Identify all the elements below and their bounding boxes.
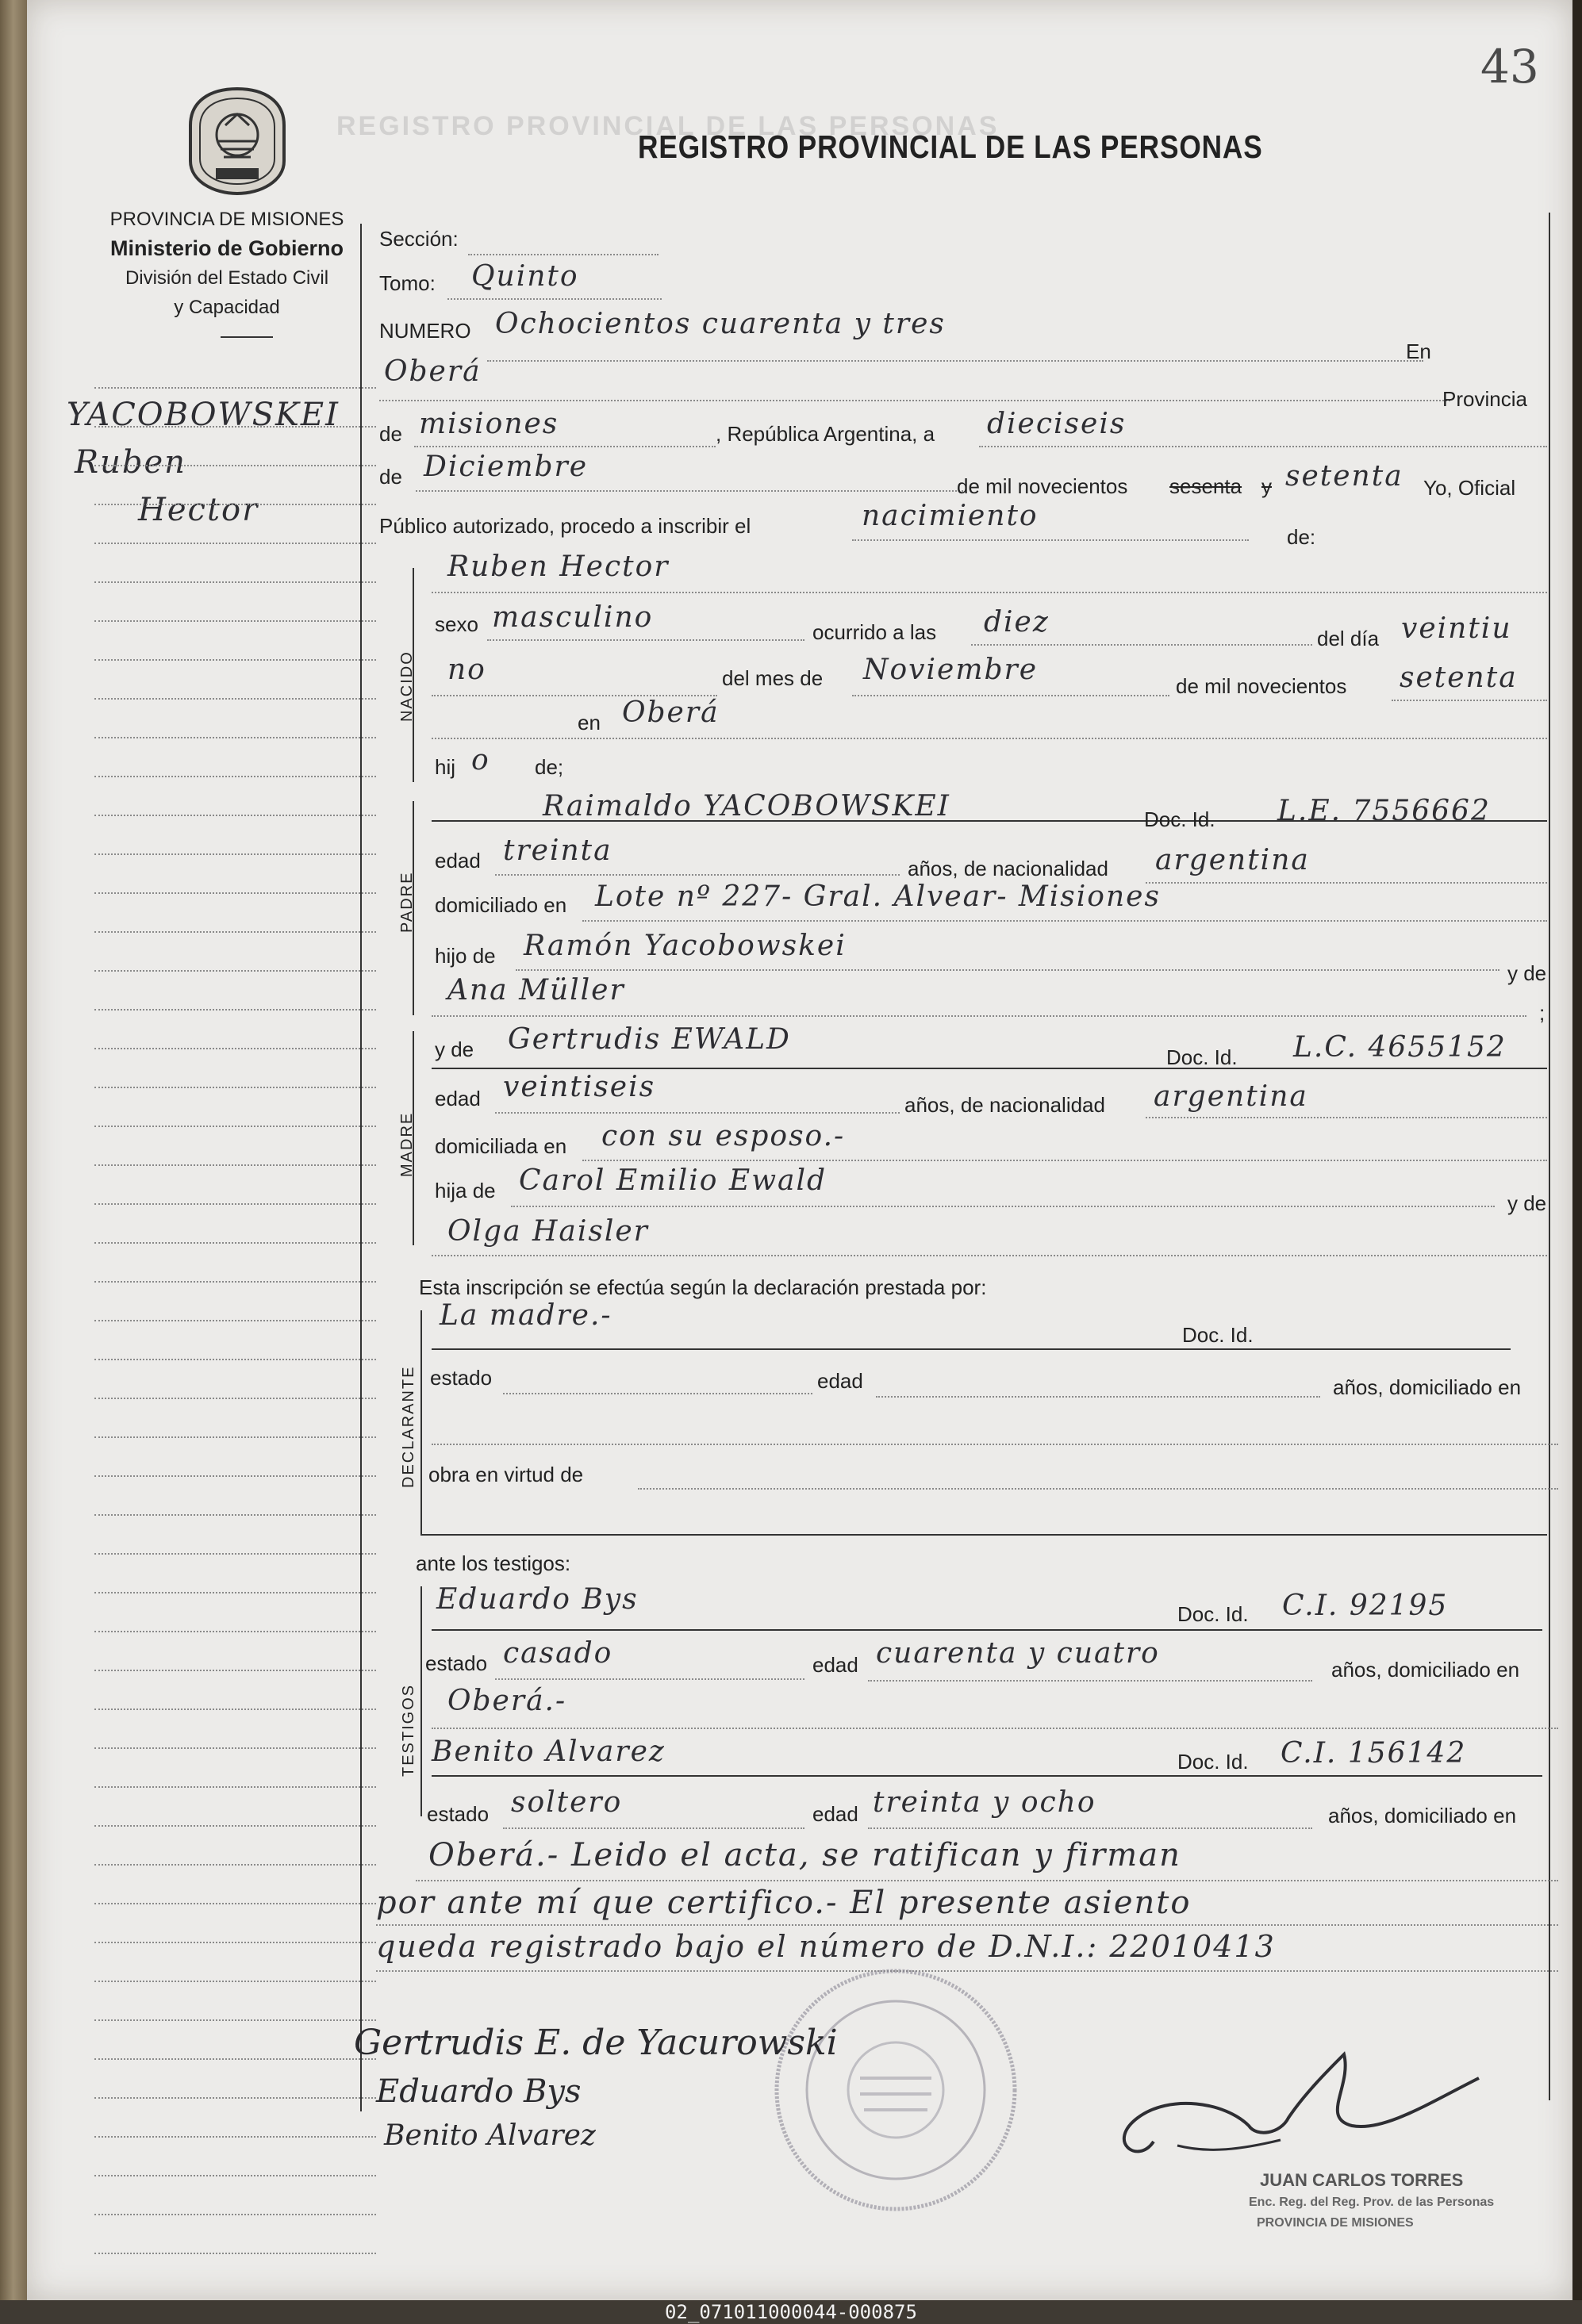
tomo-line xyxy=(447,298,662,300)
margin-line xyxy=(94,1009,376,1011)
padre-edad-line xyxy=(495,874,900,876)
margin-line xyxy=(94,1864,376,1866)
margin-line xyxy=(94,543,376,544)
madre-nacionalidad-label: años, de nacionalidad xyxy=(904,1093,1105,1117)
nacido-mes-line xyxy=(852,695,1169,696)
margin-line xyxy=(94,853,376,855)
closing-line-rule-2 xyxy=(376,1924,1558,1926)
margin-line xyxy=(94,2097,376,2099)
padre-domicilio-line xyxy=(582,920,1547,922)
testigo2-edad-label: edad xyxy=(812,1802,858,1826)
declarante-bottom-rule xyxy=(420,1534,1547,1536)
declarante-domicilio-label: años, domiciliado en xyxy=(1333,1375,1522,1399)
declarante-intro-label: Esta inscripción se efectúa según la declaración prestada por: xyxy=(419,1275,987,1299)
mes-line xyxy=(416,490,963,492)
margin-second-name: Hector xyxy=(138,492,259,528)
padre-side-label: PADRE xyxy=(398,871,416,933)
madre-nacionalidad-value: argentina xyxy=(1154,1080,1308,1113)
lugar-line xyxy=(379,400,1450,401)
margin-line xyxy=(94,1670,376,1671)
madre-nacionalidad-line xyxy=(1146,1117,1547,1118)
padre-semicolon: ; xyxy=(1539,1001,1546,1025)
de2-label: de xyxy=(379,465,402,489)
testigo2-edad-line xyxy=(868,1827,1312,1829)
nacido-en-label: en xyxy=(578,711,601,734)
nacido-mil-label: de mil novecientos xyxy=(1176,674,1347,698)
tomo-value: Quinto xyxy=(471,260,579,293)
testigo2-domicilio-label: años, domiciliado en xyxy=(1328,1804,1517,1827)
margin-line xyxy=(94,892,376,894)
de3-label: de: xyxy=(1287,525,1316,549)
publico-label: Público autorizado, procedo a inscribir el xyxy=(379,514,751,538)
dia-value: dieciseis xyxy=(987,408,1127,440)
anio-value: setenta xyxy=(1285,460,1403,493)
padre-madre-de-value: Ana Müller xyxy=(447,974,625,1007)
padre-padre-de-value: Ramón Yacobowskei xyxy=(524,930,847,962)
madre-hija-de-label: hija de xyxy=(435,1179,496,1202)
dia-line xyxy=(979,446,1547,447)
ministry-capacity: y Capacidad xyxy=(174,297,280,318)
margin-line xyxy=(94,2253,376,2254)
nacido-lugar-line xyxy=(432,738,1547,739)
madre-side-label: MADRE xyxy=(398,1111,416,1177)
testigo2-estado-label: estado xyxy=(427,1802,490,1826)
document-title: REGISTRO PROVINCIAL DE LAS PERSONAS xyxy=(638,128,1263,165)
declarante-docid-label: Doc. Id. xyxy=(1182,1323,1254,1347)
yo-oficial-label: Yo, Oficial xyxy=(1423,476,1516,500)
numero-value: Ochocientos cuarenta y tres xyxy=(495,308,946,340)
del-dia-label: del día xyxy=(1317,627,1380,650)
margin-line xyxy=(94,776,376,777)
testigo1-estado-value: casado xyxy=(503,1637,613,1670)
republica-label: , República Argentina, a xyxy=(716,422,935,446)
signature-witness-1: Eduardo Bys xyxy=(376,2073,582,2110)
margin-line xyxy=(94,1903,376,1904)
official-province: PROVINCIA DE MISIONES xyxy=(1257,2216,1414,2230)
testigo1-top-rule xyxy=(432,1629,1542,1631)
margin-first-name: Ruben xyxy=(75,444,186,481)
signature-mother: Gertrudis E. de Yacurowski xyxy=(354,2023,838,2063)
acto-line xyxy=(852,539,1249,541)
signature-witness-2: Benito Alvarez xyxy=(384,2119,596,2152)
nacido-side-label: NACIDO xyxy=(398,650,416,722)
testigo2-edad-value: treinta y ocho xyxy=(873,1786,1096,1819)
testigo2-top-rule xyxy=(432,1775,1542,1777)
margin-line xyxy=(94,581,376,583)
madre-madre-de-value: Olga Haisler xyxy=(447,1215,649,1248)
declarante-estado-label: estado xyxy=(430,1366,493,1390)
tomo-label: Tomo: xyxy=(379,271,436,295)
closing-text-line-1: por ante mí que certifico.- El presente asiento xyxy=(376,1885,1192,1921)
margin-line xyxy=(94,659,376,661)
nacido-anio-line xyxy=(1392,700,1547,701)
margin-line xyxy=(94,1087,376,1088)
closing-line-rule-1 xyxy=(416,1880,1558,1881)
frame-left-border xyxy=(360,224,362,2111)
numero-line xyxy=(487,360,1423,362)
padre-edad-value: treinta xyxy=(503,834,612,867)
nacido-mes-value: Noviembre xyxy=(863,654,1039,686)
image-id-footer: 02_071011000044-000875 xyxy=(0,2300,1582,2324)
margin-line xyxy=(94,426,376,428)
declarante-top-rule xyxy=(432,1348,1511,1350)
bleed-through-title: REGISTRO PROVINCIAL DE LAS PERSONAS xyxy=(336,111,1000,141)
margin-line xyxy=(94,1825,376,1827)
madre-docid-value: L.C. 4655152 xyxy=(1293,1031,1507,1064)
padre-docid-label: Doc. Id. xyxy=(1144,807,1215,831)
closing-text-line-2: queda registrado bajo el número de D.N.I.: 22010413 xyxy=(376,1929,1276,1964)
margin-line xyxy=(94,1436,376,1438)
nacido-anio-value: setenta xyxy=(1400,662,1518,694)
hijo-label-a: hij xyxy=(435,755,456,779)
margin-line xyxy=(94,1359,376,1360)
testigo1-edad-value: cuarenta y cuatro xyxy=(876,1637,1160,1670)
margin-line xyxy=(94,1126,376,1127)
margin-line xyxy=(94,1475,376,1477)
margin-line xyxy=(94,2214,376,2215)
testigo1-edad-label: edad xyxy=(812,1653,858,1677)
testigo2-docid-value: C.I. 156142 xyxy=(1281,1737,1467,1770)
seccion-label: Sección: xyxy=(379,227,459,251)
testigos-side-label: TESTIGOS xyxy=(400,1683,417,1777)
ministry-block xyxy=(68,205,386,322)
margin-line xyxy=(94,1242,376,1244)
madre-padre-de-value: Carol Emilio Ewald xyxy=(519,1164,827,1197)
y-struck: y xyxy=(1261,474,1272,498)
padre-nacionalidad-line xyxy=(1146,882,1547,884)
declarante-section-border xyxy=(420,1310,422,1534)
declarante-edad-label: edad xyxy=(817,1369,863,1393)
testigo2-domicilio-value: Oberá.- Leido el acta, se ratifican y firman xyxy=(428,1837,1181,1873)
provincia-value: misiones xyxy=(419,408,559,440)
margin-line xyxy=(94,1631,376,1632)
margin-line xyxy=(94,970,376,972)
margin-line xyxy=(94,1708,376,1710)
margin-line xyxy=(94,387,376,389)
madre-edad-label: edad xyxy=(435,1087,481,1110)
obra-line xyxy=(638,1488,1558,1490)
sexo-value: masculino xyxy=(492,601,654,634)
testigos-section-border xyxy=(420,1586,422,1816)
obra-label: obra en virtud de xyxy=(428,1463,584,1486)
sexo-label: sexo xyxy=(435,612,478,636)
page-number: 43 xyxy=(1480,40,1539,94)
nacido-lugar-value: Oberá xyxy=(622,696,720,729)
official-signature-icon xyxy=(1090,2038,1503,2181)
testigo2-nombre: Benito Alvarez xyxy=(432,1735,666,1768)
provincia-line xyxy=(414,446,716,447)
nacido-nombre-value: Ruben Hector xyxy=(447,550,670,583)
testigo1-nombre: Eduardo Bys xyxy=(436,1583,639,1616)
margin-line xyxy=(94,2136,376,2138)
hora-value: diez xyxy=(984,606,1050,639)
madre-top-rule xyxy=(432,1068,1547,1069)
testigo1-edad-line xyxy=(868,1680,1312,1682)
en-label: En xyxy=(1406,339,1431,363)
lugar-value: Oberá xyxy=(384,355,482,388)
testigo1-domicilio-value: Oberá.- xyxy=(447,1685,567,1717)
register-page xyxy=(27,0,1572,2300)
margin-line xyxy=(94,2058,376,2060)
hijo-value: o xyxy=(471,744,490,777)
margin-line xyxy=(94,1281,376,1283)
testigo1-domicilio-line xyxy=(432,1728,1558,1729)
declarante-edad-line xyxy=(876,1396,1320,1398)
margin-line xyxy=(94,737,376,738)
margin-line xyxy=(94,1942,376,1943)
registry-stamp-icon xyxy=(765,1959,1027,2221)
margin-line xyxy=(94,1981,376,1982)
numero-label: NUMERO xyxy=(379,319,471,343)
testigo1-estado-label: estado xyxy=(425,1651,488,1675)
margin-line xyxy=(94,620,376,622)
book-binding xyxy=(0,0,27,2324)
margin-line xyxy=(94,1553,376,1555)
margin-line xyxy=(94,1592,376,1593)
margin-line xyxy=(94,1203,376,1205)
testigo2-estado-value: soltero xyxy=(511,1786,623,1819)
testigo1-estado-line xyxy=(495,1678,804,1680)
madre-madre-de-line xyxy=(432,1255,1547,1256)
madre-domicilio-label: domiciliada en xyxy=(435,1134,567,1158)
margin-line xyxy=(94,1164,376,1166)
madre-y-de-label: y de xyxy=(435,1037,474,1061)
dia-value-a: veintiu xyxy=(1401,612,1512,645)
dia-value-b: no xyxy=(447,654,486,686)
declarante-side-label: DECLARANTE xyxy=(400,1365,417,1488)
declarante-nombre-value: La madre.- xyxy=(440,1299,612,1332)
padre-padre-de-line xyxy=(516,969,1499,971)
margin-line xyxy=(94,1320,376,1321)
padre-nombre-value: Raimaldo YACOBOWSKEI xyxy=(543,790,950,823)
padre-nacionalidad-value: argentina xyxy=(1155,844,1310,876)
margin-line xyxy=(94,815,376,816)
testigos-intro-label: ante los testigos: xyxy=(416,1551,571,1575)
margin-line xyxy=(94,1786,376,1788)
madre-edad-value: veintiseis xyxy=(503,1071,656,1103)
margin-line xyxy=(94,2175,376,2176)
testigo1-docid-value: C.I. 92195 xyxy=(1282,1590,1449,1622)
ministry-province: PROVINCIA DE MISIONES xyxy=(109,209,344,230)
margin-line xyxy=(94,1747,376,1749)
testigo1-docid-label: Doc. Id. xyxy=(1177,1602,1249,1626)
del-mes-label: del mes de xyxy=(722,666,824,690)
madre-nombre-value: Gertrudis EWALD xyxy=(508,1023,791,1056)
nacido-nombre-line xyxy=(432,592,1547,593)
padre-y-de-label: y de xyxy=(1507,961,1547,985)
declarante-estado-line xyxy=(503,1393,812,1394)
sexo-line xyxy=(487,639,804,641)
padre-hijo-de-label: hijo de xyxy=(435,944,496,968)
acto-value: nacimiento xyxy=(862,500,1039,532)
ministry-rule xyxy=(221,336,273,338)
testigo2-estado-line xyxy=(503,1827,804,1829)
margin-surname: YACOBOWSKEI xyxy=(67,397,340,433)
ministry-division: División del Estado Civil xyxy=(125,267,329,289)
provincia-label: Provincia xyxy=(1442,387,1527,411)
mil-label: de mil novecientos xyxy=(957,474,1128,498)
padre-docid-value: L.E. 7556662 xyxy=(1277,795,1491,827)
provincial-seal-icon xyxy=(186,86,289,197)
madre-y-de2-label: y de xyxy=(1507,1191,1547,1215)
madre-domicilio-line xyxy=(582,1160,1547,1161)
official-title: Enc. Reg. del Reg. Prov. de las Personas xyxy=(1249,2196,1495,2209)
testigo1-domicilio-label: años, domiciliado en xyxy=(1331,1658,1520,1682)
seccion-line xyxy=(468,254,659,255)
margin-line xyxy=(94,1514,376,1516)
hora-line xyxy=(971,644,1312,646)
madre-domicilio-value: con su esposo.- xyxy=(601,1120,846,1152)
madre-padre-de-line xyxy=(511,1206,1495,1207)
padre-domicilio-label: domiciliado en xyxy=(435,893,567,917)
official-name: JUAN CARLOS TORRES xyxy=(1260,2170,1464,2190)
padre-edad-label: edad xyxy=(435,849,481,872)
ocurrido-label: ocurrido a las xyxy=(812,620,937,644)
padre-nacionalidad-label: años, de nacionalidad xyxy=(908,857,1108,880)
margin-line xyxy=(94,504,376,505)
testigo2-docid-label: Doc. Id. xyxy=(1177,1750,1249,1774)
frame-right-border xyxy=(1549,213,1550,2100)
madre-edad-line xyxy=(495,1112,900,1114)
ministry-name: Ministerio de Gobierno xyxy=(109,236,344,260)
madre-docid-label: Doc. Id. xyxy=(1166,1045,1238,1069)
margin-line xyxy=(94,465,376,466)
de-label: de xyxy=(379,422,402,446)
margin-line xyxy=(94,931,376,933)
margin-line xyxy=(94,1398,376,1399)
padre-madre-de-line xyxy=(432,1015,1526,1017)
padre-domicilio-value: Lote nº 227- Gral. Alvear- Misiones xyxy=(595,880,1161,913)
margin-line xyxy=(94,1048,376,1049)
margin-line xyxy=(94,2019,376,2021)
declarante-domicilio-line xyxy=(432,1444,1558,1445)
margin-line xyxy=(94,698,376,700)
sesenta-struck: sesenta xyxy=(1169,474,1242,498)
hijo-label-b: de; xyxy=(535,755,564,779)
mes-value: Diciembre xyxy=(424,451,589,483)
